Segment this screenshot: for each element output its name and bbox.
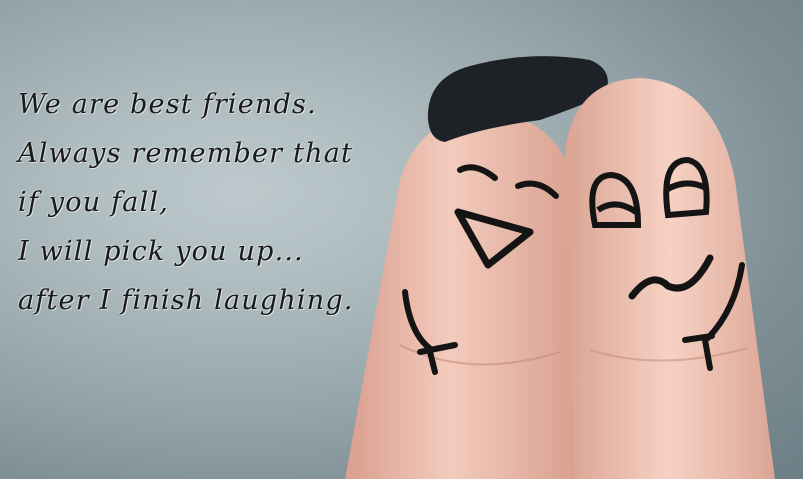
quote-line-5: after I finish laughing.: [18, 285, 354, 316]
quote-line-4: I will pick you up...: [18, 236, 304, 267]
quote-line-1: We are best friends.: [18, 89, 317, 120]
quote-text: [18, 80, 354, 325]
quote-line-3: if you fall,: [18, 187, 170, 218]
quote-line-2: Always remember that: [18, 138, 354, 169]
